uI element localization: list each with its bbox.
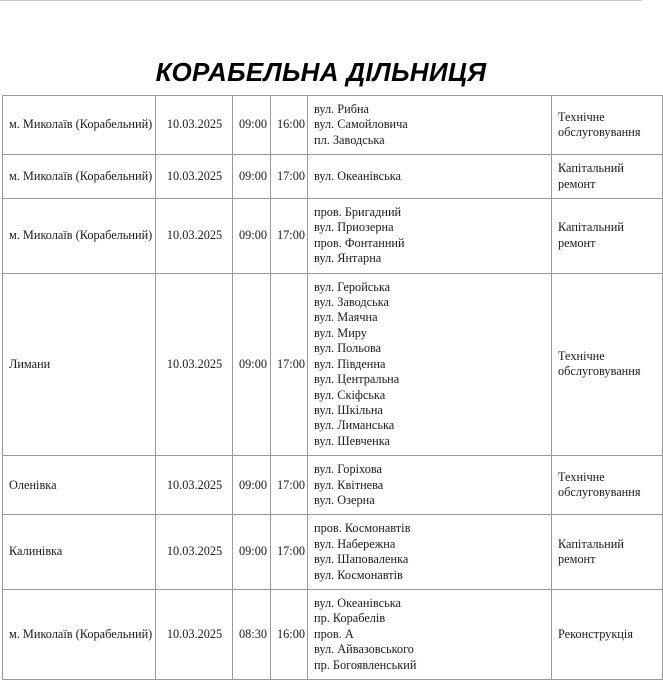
street-line: вул. Набережна [314,536,396,551]
cell-time-from: 09:00 [233,515,271,590]
street-line: вул. Океанівська [314,168,401,183]
cell-streets [308,155,552,199]
street-line: вул. Центральна [314,372,400,387]
street-line: вул. Скіфська [314,387,386,402]
street-line: вул. Янтарна [314,251,382,266]
cell-locality: м. Миколаїв (Корабельний) [3,155,156,199]
street-line: вул. Геройська [314,279,391,294]
cell-date: 10.03.2025 [156,589,233,679]
cell-streets [308,515,552,590]
street-line: вул. Заводська [314,295,389,310]
table-row [3,589,663,679]
page-title: КОРАБЕЛЬНА ДІЛЬНИЦЯ [155,57,487,87]
cell-reason [552,589,663,679]
street-line: вул. Польова [314,341,382,356]
reason-text: Капітальний ремонт [558,220,624,250]
table-row [3,96,663,155]
cell-locality: Калинівка [3,515,156,590]
street-line: вул. Айвазовського [314,642,414,657]
cell-time-to: 16:00 [271,589,308,679]
cell-time-from: 09:00 [233,199,271,274]
street-line: вул. Маячна [314,310,378,325]
cell-reason [552,273,663,455]
cell-date: 10.03.2025 [156,155,233,199]
table-row [3,515,663,590]
cell-time-to: 17:00 [271,199,308,274]
cell-time-to: 17:00 [271,515,308,590]
cell-locality: м. Миколаїв (Корабельний) [3,199,156,274]
cell-time-from: 08:30 [233,589,271,679]
cell-reason [552,155,663,199]
schedule-table-body [3,96,663,680]
cell-locality: Лимани [3,273,156,455]
street-line: вул. Горіхова [314,462,382,477]
cell-time-from: 09:00 [233,96,271,155]
table-row [3,199,663,274]
street-line: вул. Лиманська [314,418,395,433]
schedule-table-container [2,95,662,680]
cell-date: 10.03.2025 [156,456,233,515]
street-line: пров. А [314,626,354,641]
street-line: вул. Океанівська [314,595,401,610]
reason-text: Технічне обслуговування [558,469,641,500]
street-line: вул. Квітнева [314,477,384,492]
cell-streets [308,456,552,515]
cell-date: 10.03.2025 [156,199,233,274]
cell-time-from: 09:00 [233,273,271,455]
street-line: пр. Богоявленський [314,657,417,672]
cell-time-to: 17:00 [271,273,308,455]
reason-text: Капітальний ремонт [558,161,624,191]
reason-text: Технічне обслуговування [558,348,641,379]
reason-text: Реконструкція [558,626,633,641]
reason-text: Технічне обслуговування [558,109,641,140]
cell-reason [552,199,663,274]
reason-text: Капітальний ремонт [558,536,624,567]
street-line: пл. Заводська [314,132,385,147]
cell-time-from: 09:00 [233,155,271,199]
cell-time-to: 17:00 [271,456,308,515]
street-line: пров. Бригадний [314,205,402,220]
cell-time-to: 17:00 [271,155,308,199]
street-line: вул. Південна [314,356,386,371]
street-line: пров. Космонавтів [314,521,411,536]
street-line: вул. Шкільна [314,402,383,417]
cell-date: 10.03.2025 [156,96,233,155]
cell-reason [552,456,663,515]
cell-streets [308,199,552,274]
table-row [3,273,663,455]
street-line: вул. Рибна [314,102,369,116]
cell-date: 10.03.2025 [156,273,233,455]
cell-locality: м. Миколаїв (Корабельний) [3,96,156,155]
street-line: вул. Самойловича [314,117,408,132]
outage-schedule-table [2,95,663,680]
cell-locality: м. Миколаїв (Корабельний) [3,589,156,679]
street-line: вул. Приозерна [314,220,394,235]
street-line: пров. Фонтанний [314,235,405,250]
cell-streets [308,589,552,679]
street-line: вул. Озерна [314,492,375,507]
cell-time-from: 09:00 [233,456,271,515]
street-line: вул. Шаповаленка [314,552,409,567]
cell-date: 10.03.2025 [156,515,233,590]
cell-streets [308,96,552,155]
cell-streets [308,273,552,455]
table-row [3,456,663,515]
cell-reason [552,96,663,155]
street-line: вул. Космонавтів [314,567,403,582]
table-row [3,155,663,199]
street-line: пр. Корабелів [314,611,386,626]
cell-locality: Оленівка [3,456,156,515]
street-line: вул. Миру [314,325,367,340]
street-line: вул. Шевченка [314,433,390,448]
cell-reason [552,515,663,590]
cell-time-to: 16:00 [271,96,308,155]
